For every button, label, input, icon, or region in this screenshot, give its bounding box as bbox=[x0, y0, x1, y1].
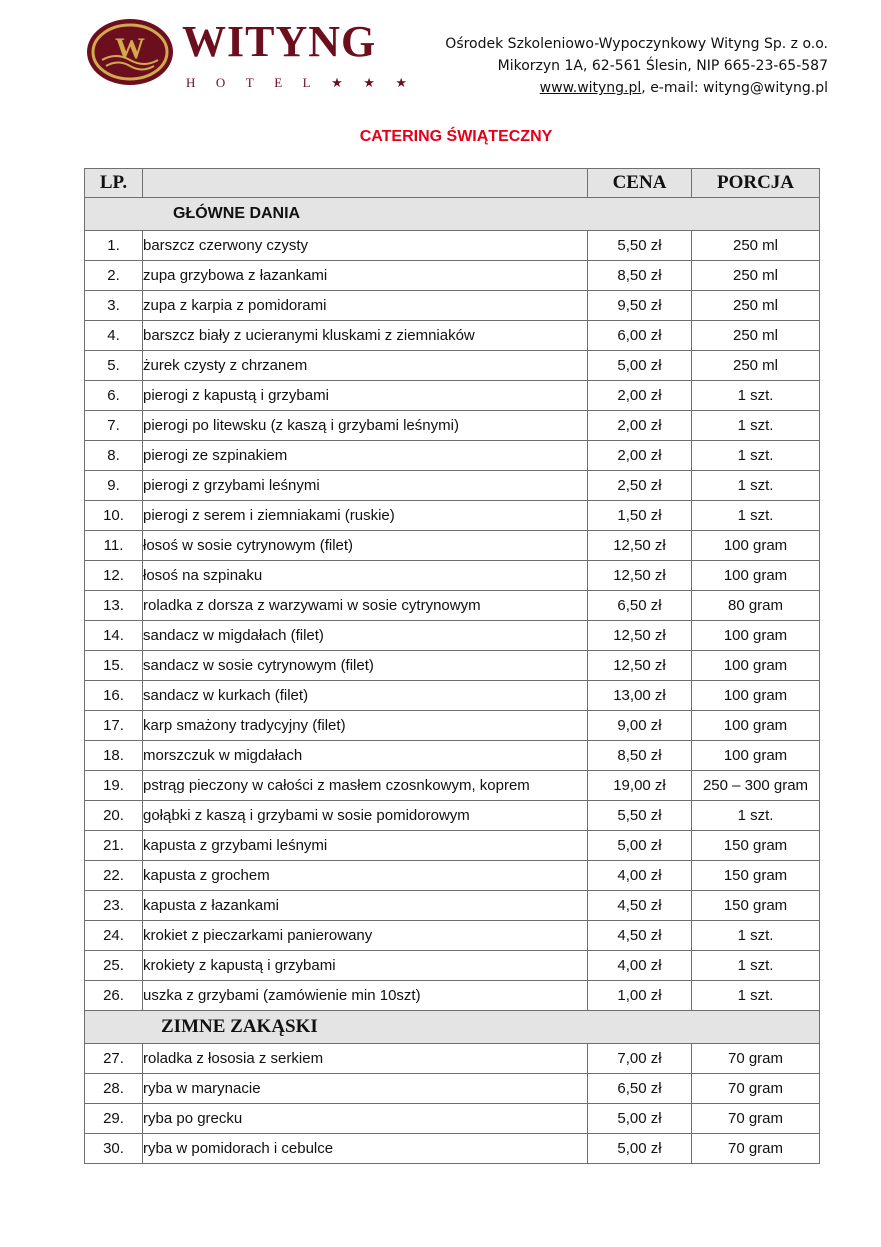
item-portion: 100 gram bbox=[692, 531, 820, 561]
table-row bbox=[85, 891, 820, 921]
item-portion: 70 gram bbox=[692, 1134, 820, 1164]
table-row bbox=[85, 1044, 820, 1074]
item-price: 6,50 zł bbox=[588, 1074, 692, 1104]
item-number: 8. bbox=[85, 441, 143, 471]
item-price: 12,50 zł bbox=[588, 651, 692, 681]
item-price: 12,50 zł bbox=[588, 561, 692, 591]
company-contact bbox=[445, 77, 828, 99]
table-row bbox=[85, 801, 820, 831]
item-name: pierogi z kapustą i grzybami bbox=[143, 381, 588, 411]
col-header-name bbox=[143, 169, 588, 198]
item-portion: 80 gram bbox=[692, 591, 820, 621]
item-name: karp smażony tradycyjny (filet) bbox=[143, 711, 588, 741]
company-info bbox=[445, 33, 828, 99]
item-price: 13,00 zł bbox=[588, 681, 692, 711]
item-number: 22. bbox=[85, 861, 143, 891]
item-number: 2. bbox=[85, 261, 143, 291]
table-row bbox=[85, 231, 820, 261]
item-portion: 250 ml bbox=[692, 261, 820, 291]
item-name: gołąbki z kaszą i grzybami w sosie pomidorowym bbox=[143, 801, 588, 831]
item-portion: 150 gram bbox=[692, 861, 820, 891]
item-price: 12,50 zł bbox=[588, 531, 692, 561]
logo-emblem-icon bbox=[86, 16, 178, 88]
item-number: 24. bbox=[85, 921, 143, 951]
item-name: pierogi z serem i ziemniakami (ruskie) bbox=[143, 501, 588, 531]
table-row bbox=[85, 651, 820, 681]
item-number: 5. bbox=[85, 351, 143, 381]
item-number: 3. bbox=[85, 291, 143, 321]
item-portion: 250 ml bbox=[692, 291, 820, 321]
item-name: uszka z grzybami (zamówienie min 10szt) bbox=[143, 981, 588, 1011]
item-number: 13. bbox=[85, 591, 143, 621]
item-portion: 1 szt. bbox=[692, 471, 820, 501]
table-row bbox=[85, 411, 820, 441]
item-number: 16. bbox=[85, 681, 143, 711]
table-row bbox=[85, 471, 820, 501]
item-number: 6. bbox=[85, 381, 143, 411]
item-portion: 100 gram bbox=[692, 711, 820, 741]
section-title: ZIMNE ZAKĄSKI bbox=[85, 1011, 820, 1044]
table-row bbox=[85, 291, 820, 321]
item-name: ryba po grecku bbox=[143, 1104, 588, 1134]
item-number: 27. bbox=[85, 1044, 143, 1074]
item-price: 2,00 zł bbox=[588, 411, 692, 441]
item-name: roladka z łososia z serkiem bbox=[143, 1044, 588, 1074]
item-portion: 70 gram bbox=[692, 1074, 820, 1104]
col-header-portion: PORCJA bbox=[692, 169, 820, 198]
item-price: 4,50 zł bbox=[588, 891, 692, 921]
item-portion: 100 gram bbox=[692, 681, 820, 711]
item-name: barszcz czerwony czysty bbox=[143, 231, 588, 261]
document-title: CATERING ŚWIĄTECZNY bbox=[359, 128, 553, 145]
item-number: 17. bbox=[85, 711, 143, 741]
item-number: 26. bbox=[85, 981, 143, 1011]
item-name: sandacz w migdałach (filet) bbox=[143, 621, 588, 651]
item-number: 25. bbox=[85, 951, 143, 981]
item-price: 8,50 zł bbox=[588, 741, 692, 771]
col-header-price: CENA bbox=[588, 169, 692, 198]
table-row bbox=[85, 531, 820, 561]
item-price: 6,50 zł bbox=[588, 591, 692, 621]
item-number: 18. bbox=[85, 741, 143, 771]
item-number: 11. bbox=[85, 531, 143, 561]
item-number: 7. bbox=[85, 411, 143, 441]
item-name: ryba w marynacie bbox=[143, 1074, 588, 1104]
table-row bbox=[85, 351, 820, 381]
table-row bbox=[85, 621, 820, 651]
table-row bbox=[85, 441, 820, 471]
item-price: 4,00 zł bbox=[588, 951, 692, 981]
item-name: kapusta z grzybami leśnymi bbox=[143, 831, 588, 861]
table-row bbox=[85, 1134, 820, 1164]
logo-subtitle: HOTEL★★★ bbox=[186, 75, 428, 90]
item-number: 29. bbox=[85, 1104, 143, 1134]
section-title: GŁÓWNE DANIA bbox=[85, 198, 820, 231]
item-portion: 70 gram bbox=[692, 1104, 820, 1134]
item-price: 7,00 zł bbox=[588, 1044, 692, 1074]
item-portion: 1 szt. bbox=[692, 501, 820, 531]
table-row bbox=[85, 831, 820, 861]
item-price: 5,50 zł bbox=[588, 231, 692, 261]
item-portion: 250 ml bbox=[692, 321, 820, 351]
item-name: ryba w pomidorach i cebulce bbox=[143, 1134, 588, 1164]
item-price: 5,00 zł bbox=[588, 1104, 692, 1134]
table-row bbox=[85, 1104, 820, 1134]
item-portion: 1 szt. bbox=[692, 411, 820, 441]
item-number: 15. bbox=[85, 651, 143, 681]
table-row bbox=[85, 681, 820, 711]
item-price: 5,00 zł bbox=[588, 1134, 692, 1164]
item-number: 19. bbox=[85, 771, 143, 801]
item-portion: 1 szt. bbox=[692, 801, 820, 831]
table-row bbox=[85, 591, 820, 621]
item-price: 1,50 zł bbox=[588, 501, 692, 531]
table-row bbox=[85, 771, 820, 801]
table-row bbox=[85, 951, 820, 981]
item-price: 5,00 zł bbox=[588, 831, 692, 861]
item-price: 8,50 zł bbox=[588, 261, 692, 291]
table-row bbox=[85, 1074, 820, 1104]
item-name: morszczuk w migdałach bbox=[143, 741, 588, 771]
item-number: 10. bbox=[85, 501, 143, 531]
section-row bbox=[85, 198, 820, 231]
item-name: łosoś w sosie cytrynowym (filet) bbox=[143, 531, 588, 561]
section-row bbox=[85, 1011, 820, 1044]
item-number: 20. bbox=[85, 801, 143, 831]
item-number: 30. bbox=[85, 1134, 143, 1164]
item-number: 9. bbox=[85, 471, 143, 501]
website-link[interactable]: www.wityng.pl bbox=[539, 80, 642, 96]
table-row bbox=[85, 711, 820, 741]
item-number: 4. bbox=[85, 321, 143, 351]
item-price: 2,00 zł bbox=[588, 381, 692, 411]
item-portion: 70 gram bbox=[692, 1044, 820, 1074]
item-portion: 150 gram bbox=[692, 831, 820, 861]
item-number: 28. bbox=[85, 1074, 143, 1104]
company-name: Ośrodek Szkoleniowo-Wypoczynkowy Wityng Sp. z o.o. bbox=[445, 36, 828, 52]
item-number: 21. bbox=[85, 831, 143, 861]
item-name: krokiety z kapustą i grzybami bbox=[143, 951, 588, 981]
logo-monogram: W bbox=[115, 32, 145, 65]
item-portion: 250 – 300 gram bbox=[692, 771, 820, 801]
table-header-row bbox=[85, 169, 820, 198]
table-row bbox=[85, 981, 820, 1011]
item-portion: 150 gram bbox=[692, 891, 820, 921]
item-portion: 100 gram bbox=[692, 741, 820, 771]
item-name: zupa z karpia z pomidorami bbox=[143, 291, 588, 321]
item-portion: 1 szt. bbox=[692, 441, 820, 471]
item-price: 2,00 zł bbox=[588, 441, 692, 471]
item-name: łosoś na szpinaku bbox=[143, 561, 588, 591]
item-portion: 100 gram bbox=[692, 651, 820, 681]
item-name: sandacz w sosie cytrynowym (filet) bbox=[143, 651, 588, 681]
item-name: pierogi po litewsku (z kaszą i grzybami leśnymi) bbox=[143, 411, 588, 441]
menu-table-body bbox=[85, 198, 820, 1164]
table-row bbox=[85, 561, 820, 591]
item-number: 1. bbox=[85, 231, 143, 261]
item-number: 12. bbox=[85, 561, 143, 591]
item-portion: 100 gram bbox=[692, 561, 820, 591]
item-name: barszcz biały z ucieranymi kluskami z ziemniaków bbox=[143, 321, 588, 351]
item-price: 19,00 zł bbox=[588, 771, 692, 801]
item-price: 9,50 zł bbox=[588, 291, 692, 321]
item-name: roladka z dorsza z warzywami w sosie cytrynowym bbox=[143, 591, 588, 621]
table-row bbox=[85, 921, 820, 951]
table-row bbox=[85, 381, 820, 411]
item-price: 5,00 zł bbox=[588, 351, 692, 381]
item-price: 2,50 zł bbox=[588, 471, 692, 501]
item-portion: 250 ml bbox=[692, 351, 820, 381]
table-row bbox=[85, 261, 820, 291]
company-address: Mikorzyn 1A, 62-561 Ślesin, NIP 665-23-65-587 bbox=[497, 58, 828, 74]
item-portion: 100 gram bbox=[692, 621, 820, 651]
item-price: 1,00 zł bbox=[588, 981, 692, 1011]
item-portion: 1 szt. bbox=[692, 381, 820, 411]
table-row bbox=[85, 321, 820, 351]
item-number: 14. bbox=[85, 621, 143, 651]
item-name: pstrąg pieczony w całości z masłem czosnkowym, koprem bbox=[143, 771, 588, 801]
item-portion: 1 szt. bbox=[692, 981, 820, 1011]
table-row bbox=[85, 501, 820, 531]
item-portion: 1 szt. bbox=[692, 951, 820, 981]
item-price: 12,50 zł bbox=[588, 621, 692, 651]
item-price: 5,50 zł bbox=[588, 801, 692, 831]
item-name: pierogi ze szpinakiem bbox=[143, 441, 588, 471]
item-name: krokiet z pieczarkami panierowany bbox=[143, 921, 588, 951]
table-row bbox=[85, 861, 820, 891]
item-price: 6,00 zł bbox=[588, 321, 692, 351]
item-price: 9,00 zł bbox=[588, 711, 692, 741]
email-text: , e-mail: wityng@wityng.pl bbox=[641, 80, 828, 96]
item-price: 4,00 zł bbox=[588, 861, 692, 891]
item-portion: 1 szt. bbox=[692, 921, 820, 951]
hotel-logo bbox=[86, 16, 428, 90]
item-price: 4,50 zł bbox=[588, 921, 692, 951]
item-name: zupa grzybowa z łazankami bbox=[143, 261, 588, 291]
item-portion: 250 ml bbox=[692, 231, 820, 261]
item-name: żurek czysty z chrzanem bbox=[143, 351, 588, 381]
col-header-lp: LP. bbox=[85, 169, 143, 198]
logo-name: WITYNG bbox=[182, 17, 377, 66]
menu-table bbox=[84, 168, 820, 1164]
item-name: kapusta z grochem bbox=[143, 861, 588, 891]
item-name: sandacz w kurkach (filet) bbox=[143, 681, 588, 711]
item-name: kapusta z łazankami bbox=[143, 891, 588, 921]
item-number: 23. bbox=[85, 891, 143, 921]
table-row bbox=[85, 741, 820, 771]
item-name: pierogi z grzybami leśnymi bbox=[143, 471, 588, 501]
